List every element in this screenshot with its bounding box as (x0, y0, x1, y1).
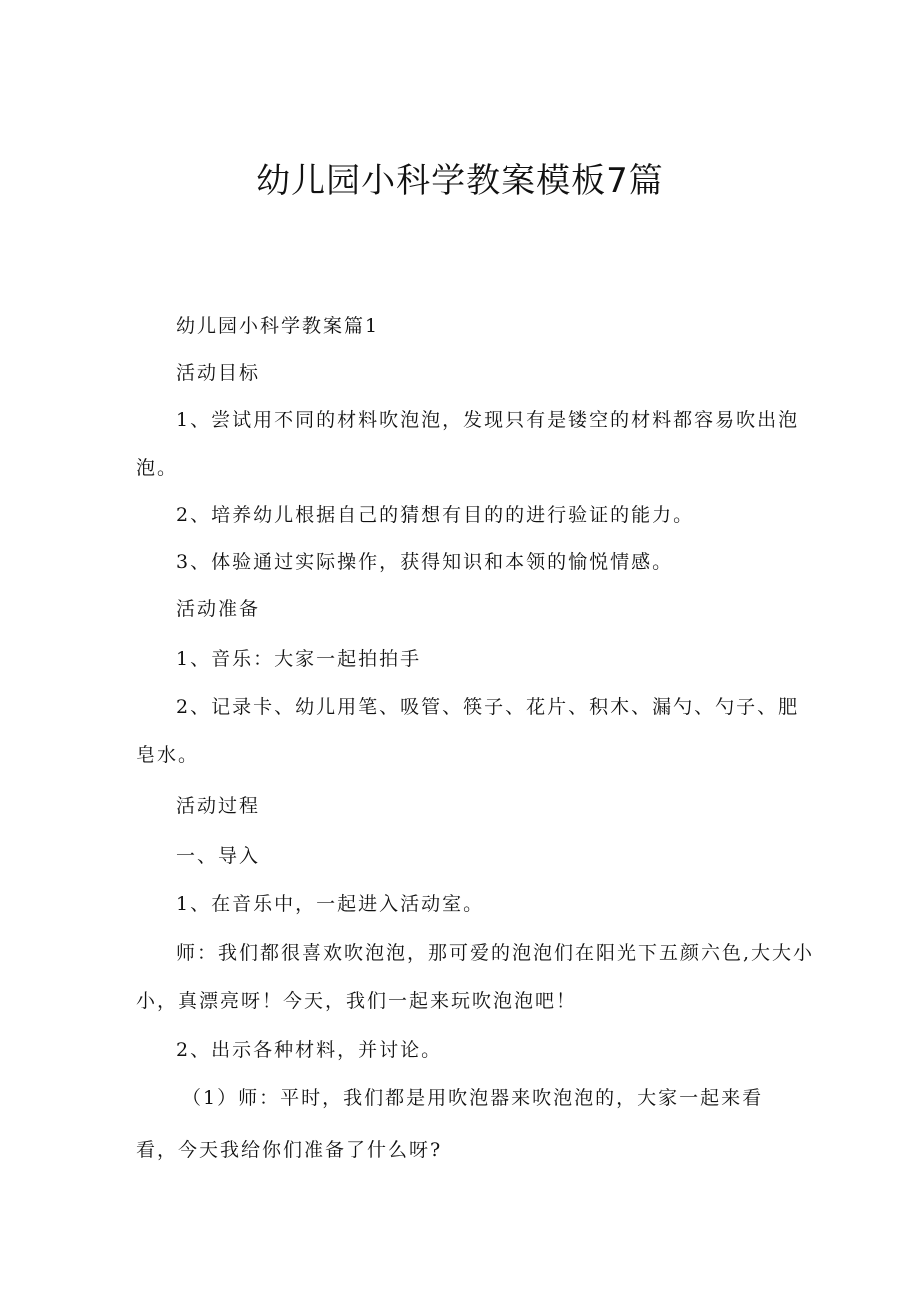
step-2: 2、出示各种材料，并讨论。 (176, 1039, 443, 1061)
step-1: 1、在音乐中，一起进入活动室。 (176, 893, 485, 915)
goal-1-line-1: 1、尝试用不同的材料吹泡泡，发现只有是镂空的材料都容易吹出泡 (176, 409, 800, 431)
preparation-1: 1、音乐：大家一起拍拍手 (176, 648, 422, 670)
preparation-2-line-1: 2、记录卡、幼儿用笔、吸管、筷子、花片、积木、漏勺、勺子、肥 (176, 696, 800, 718)
document-title: 幼儿园小科学教案模板7篇 (256, 161, 664, 201)
step-intro-heading: 一、导入 (176, 845, 261, 867)
goal-3: 3、体验通过实际操作，获得知识和本领的愉悦情感。 (176, 551, 674, 573)
teacher-line-1: 师：我们都很喜欢吹泡泡，那可爱的泡泡们在阳光下五颜六色,大大小 (176, 942, 815, 964)
step-2-sub-1-line-2: 看，今天我给你们准备了什么呀? (136, 1139, 443, 1161)
step-2-sub-1-line-1: （1）师：平时，我们都是用吹泡器来吹泡泡的，大家一起来看 (182, 1087, 764, 1109)
heading-activity-preparation: 活动准备 (176, 598, 261, 620)
heading-activity-goals: 活动目标 (176, 362, 261, 384)
goal-2: 2、培养幼儿根据自己的猜想有目的的进行验证的能力。 (176, 504, 695, 526)
preparation-2-line-2: 皂水。 (136, 744, 200, 766)
goal-1-line-2: 泡。 (136, 457, 179, 479)
teacher-line-2: 小，真漂亮呀！今天，我们一起来玩吹泡泡吧！ (136, 990, 578, 1012)
section-heading-1: 幼儿园小科学教案篇1 (176, 315, 380, 337)
heading-activity-process: 活动过程 (176, 795, 261, 817)
